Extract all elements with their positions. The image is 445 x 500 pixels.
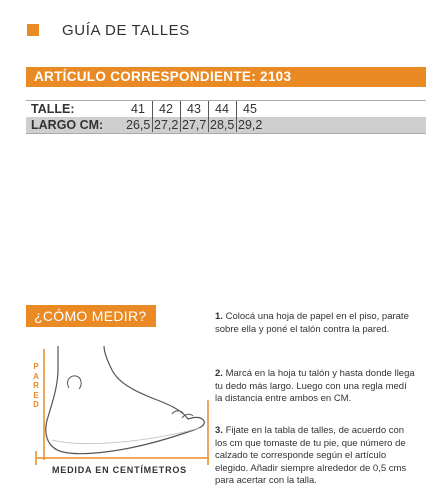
size-cell: 43 bbox=[187, 102, 201, 116]
step-text: Colocá una hoja de papel en el piso, parate sobre ella y poné el talón contra la pared. bbox=[215, 311, 409, 335]
size-cell: 45 bbox=[243, 102, 257, 116]
foot-outline bbox=[46, 346, 204, 454]
article-label: ARTÍCULO CORRESPONDIENTE: 2103 bbox=[34, 69, 292, 84]
length-cell: 29,2 bbox=[238, 118, 263, 132]
length-cell: 26,5 bbox=[126, 118, 151, 132]
size-cell: 42 bbox=[159, 102, 173, 116]
size-row-label: TALLE: bbox=[31, 102, 75, 116]
length-cell: 27,7 bbox=[182, 118, 207, 132]
step-text: Marcá en la hoja tu talón y hasta donde llega tu dedo más largo. Luego con una regla medí la distancia entre ambos en CM. bbox=[215, 368, 415, 404]
length-cell: 27,2 bbox=[154, 118, 179, 132]
size-cell: 41 bbox=[131, 102, 145, 116]
page-title: GUÍA DE TALLES bbox=[62, 22, 190, 39]
measure-label: MEDIDA EN CENTÍMETROS bbox=[52, 465, 187, 475]
step-number: 1. bbox=[215, 311, 223, 322]
step-number: 3. bbox=[215, 425, 223, 436]
how-to-heading: ¿CÓMO MEDIR? bbox=[34, 308, 147, 324]
ankle-bone bbox=[68, 376, 82, 389]
length-row-label: LARGO CM: bbox=[31, 118, 104, 132]
step-text: Fijate en la tabla de talles, de acuerdo con los cm que tomaste de tu pie, que número de calzado te corresponde según el artículo elegido. Añadir siempre alrededor de 0,5 cms para acertar con la talla. bbox=[215, 425, 407, 486]
wall-label-text: P A R E D bbox=[33, 362, 39, 409]
wall-label bbox=[31, 362, 41, 410]
size-cell: 44 bbox=[215, 102, 229, 116]
step-number: 2. bbox=[215, 368, 223, 379]
length-cell: 28,5 bbox=[210, 118, 235, 132]
